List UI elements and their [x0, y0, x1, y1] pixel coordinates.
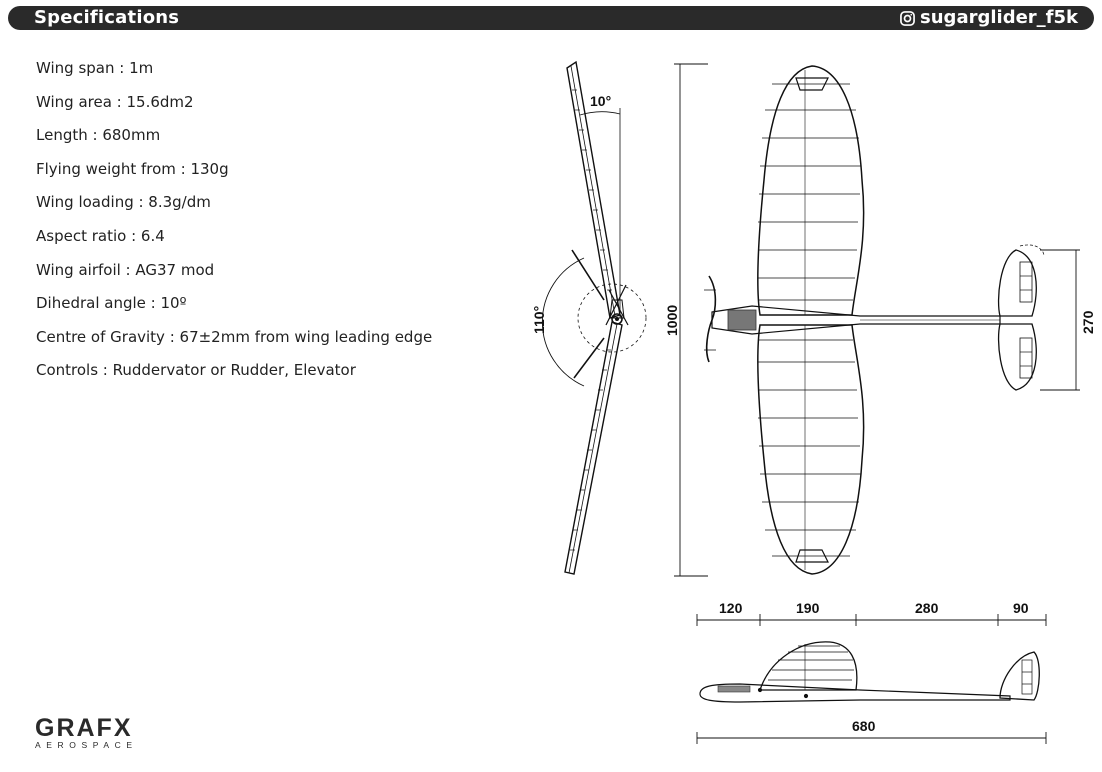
spec-centre-of-gravity: Centre of Gravity : 67±2mm from wing leading edge [36, 327, 433, 346]
spec-length: Length : 680mm [36, 126, 161, 145]
tail-span-dimension-label: 270 [1080, 310, 1096, 334]
front-view [542, 62, 646, 574]
brand-logo [35, 716, 138, 750]
spec-wing-span: Wing span : 1m [36, 59, 154, 77]
segment-nose-label: 120 [719, 600, 743, 616]
tail-angle-label: 110° [531, 305, 547, 334]
segment-tail-label: 90 [1013, 600, 1029, 616]
overall-length-label: 680 [852, 718, 876, 734]
page-title: Specifications [34, 7, 180, 28]
spec-dihedral-angle: Dihedral angle : 10º [36, 294, 187, 313]
wing-span-dimension-label: 1000 [664, 304, 680, 336]
top-view [674, 64, 1080, 576]
instagram-handle-text: sugarglider_f5k [920, 7, 1078, 28]
spec-aspect-ratio: Aspect ratio : 6.4 [36, 226, 165, 245]
spec-wing-area: Wing area : 15.6dm2 [36, 92, 194, 111]
dihedral-angle-label: 10° [590, 93, 612, 109]
segment-wing-label: 190 [796, 600, 820, 616]
spec-controls: Controls : Ruddervator or Rudder, Elevator [36, 361, 356, 380]
segment-boom-label: 280 [915, 600, 939, 616]
spec-wing-loading: Wing loading : 8.3g/dm [36, 193, 211, 212]
spec-wing-airfoil: Wing airfoil : AG37 mod [36, 260, 215, 279]
brand-logo-sub: AEROSPACE [35, 740, 138, 750]
spec-flying-weight: Flying weight from : 130g [36, 159, 229, 178]
brand-logo-main: GRAFX [35, 714, 133, 742]
